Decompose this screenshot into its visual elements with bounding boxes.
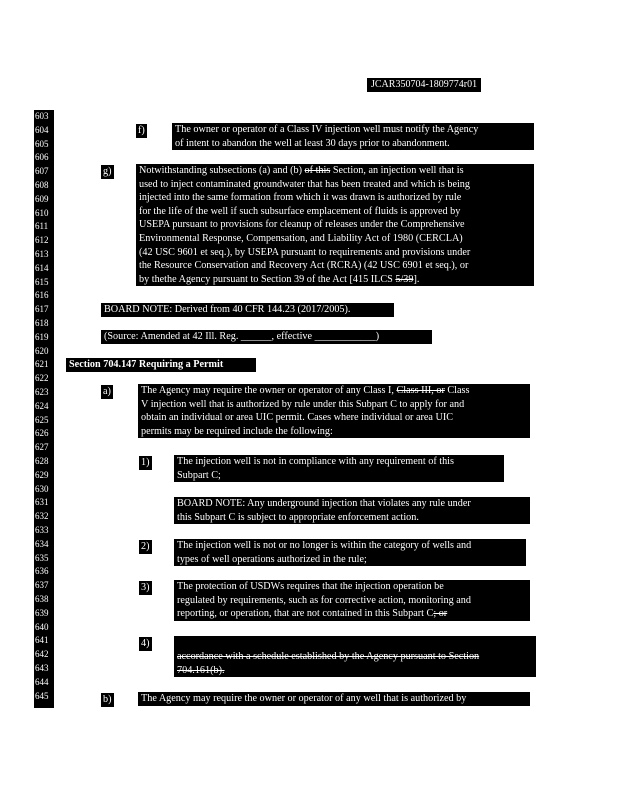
subsection-g-marker: g) [103, 166, 112, 177]
line-number: 631 [35, 497, 49, 508]
line-number: 638 [35, 594, 49, 604]
struck-text: ; or [433, 608, 448, 620]
text-line: The owner or operator of a Class IV injection well must notify the Agency [175, 124, 479, 135]
line-number: 620 [35, 345, 49, 356]
text-line: the Resource Conservation and Recovery Act (RCRA) (42 USC 6901 et seq.), or [139, 260, 469, 272]
line-number: 615 [35, 276, 49, 287]
line-number: 603 [35, 111, 49, 121]
line-number: 629 [35, 469, 49, 480]
line-number: 607 [35, 166, 49, 177]
line-number: 627 [35, 442, 49, 453]
text-line: this Subpart C is subject to appropriate enforcement action. [177, 511, 419, 523]
line-number: 626 [35, 428, 49, 439]
text-line: BOARD NOTE: Any underground injection that violates any rule under [177, 498, 471, 509]
subsection-g-text [136, 164, 534, 286]
item-f-marker: f) [138, 125, 145, 136]
text-line: Subpart C; [177, 469, 221, 481]
line-number: 635 [35, 552, 49, 563]
text-line: used to inject contaminated groundwater that has been treated and which is being [139, 178, 470, 190]
text-line: Environmental Response, Compensation, and Liability Act of 1980 (CERCLA) [139, 232, 463, 244]
text-line: Section 704.147 Requiring a Permit [69, 359, 224, 370]
text-line [177, 607, 527, 621]
struck-text: of this [304, 165, 331, 176]
line-number: 604 [35, 124, 49, 135]
text-line: V injection well that is authorized by rule under this Subpart C to apply for and [141, 398, 465, 410]
line-number: 616 [35, 290, 49, 301]
text-line: injected into the same formation from which it was drawn is authorized by rule [139, 192, 462, 204]
line-number: 642 [35, 649, 49, 660]
line-number: 634 [35, 538, 49, 549]
line-number: 606 [35, 152, 49, 163]
item-1-text [174, 455, 504, 482]
struck-text: accordance with a schedule established by the Agency pursuant to Section [177, 651, 480, 662]
subsection-a-marker: a) [103, 386, 111, 397]
source-note [101, 330, 432, 344]
item-4-text [174, 636, 536, 677]
item-3-text [174, 580, 530, 621]
text-run: ]. [413, 273, 420, 285]
line-number: 630 [35, 483, 49, 494]
line-number: 624 [35, 400, 49, 411]
text-line: of intent to abandon the well at least 30 days prior to abandonment. [175, 137, 450, 149]
text-line [139, 164, 531, 178]
text-line: The Agency may require the owner or operator of any well that is authorized by [141, 693, 467, 704]
board-note [101, 303, 394, 317]
line-number: 617 [35, 304, 49, 315]
line-number: 643 [35, 663, 49, 673]
line-number: 618 [35, 318, 49, 328]
line-number: 619 [35, 331, 49, 342]
line-number: 608 [35, 180, 49, 190]
line-number: 641 [35, 635, 49, 646]
section-heading [66, 358, 256, 372]
line-number: 639 [35, 607, 49, 618]
item-3-marker: 3) [141, 582, 150, 593]
text-run: Notwithstanding subsections (a) and (b) [139, 165, 305, 176]
board-note [174, 497, 530, 524]
subsection-b-marker: b) [103, 694, 112, 705]
line-number: 622 [35, 373, 49, 384]
text-run: Section, an injection well that is [330, 165, 464, 176]
line-number: 632 [35, 511, 49, 522]
struck-text: 704.161(b). [177, 664, 225, 676]
line-number: 633 [35, 525, 49, 535]
text-line: for the life of the well if such subsurface emplacement of fluids is approved by [139, 205, 461, 217]
subsection-a-text [138, 384, 530, 438]
line-number: 612 [35, 235, 49, 246]
line-number: 623 [35, 387, 49, 397]
item-2-text [174, 539, 526, 566]
line-number: 610 [35, 207, 49, 218]
line-number: 625 [35, 414, 49, 425]
item-1-marker: 1) [141, 457, 150, 468]
item-2-marker: 2) [141, 541, 150, 552]
text-line: BOARD NOTE: Derived from 40 CFR 144.23 (2017/2005). [104, 304, 351, 315]
text-line: The injection well is not in compliance with any requirement of this [177, 456, 454, 467]
line-number: 628 [35, 456, 49, 466]
text-line [141, 384, 527, 398]
line-number: 636 [35, 566, 49, 577]
document-id: JCAR350704-1809774r01 [367, 78, 481, 92]
text-line: regulated by requirements, such as for corrective action, monitoring and [177, 594, 471, 606]
text-run: The Agency may require the owner or operator of any Class I, [141, 385, 397, 396]
line-number: 613 [35, 249, 49, 259]
text-run: by thethe Agency pursuant to Section 39 of the Act [415 ILCS [139, 273, 396, 285]
text-line [139, 273, 531, 287]
text-line: (42 USC 9601 et seq.), by USEPA pursuant to requirements and provisions under [139, 246, 471, 258]
text-line: The injection well is not or no longer is within the category of wells and [177, 540, 472, 551]
text-run: Class [444, 385, 470, 396]
line-number: 621 [35, 359, 49, 370]
line-number: 609 [35, 193, 49, 204]
line-number: 637 [35, 580, 49, 591]
text-line: obtain an individual or area UIC permit. Cases where individual or area UIC [141, 412, 454, 424]
item-4-marker: 4) [141, 638, 150, 649]
text-line: permits may be required include the following: [141, 425, 333, 437]
line-number: 640 [35, 621, 49, 632]
text-line: (Source: Amended at 42 Ill. Reg. ______, effective ____________) [104, 331, 380, 342]
line-number: 614 [35, 262, 49, 273]
item-f-text [172, 123, 534, 150]
line-number: 645 [35, 690, 49, 701]
line-number: 644 [35, 676, 49, 687]
line-number: 605 [35, 138, 49, 149]
struck-text: 5/39 [395, 273, 414, 285]
struck-text: Class III, or [396, 385, 445, 396]
text-run: reporting, or operation, that are not contained in this Subpart C [177, 608, 434, 620]
line-number: 611 [35, 221, 49, 232]
text-line: The protection of USDWs requires that the injection operation be [177, 581, 444, 592]
text-line: USEPA pursuant to provisions for cleanup of releases under the Comprehensive [139, 219, 465, 231]
subsection-b-text [138, 692, 530, 706]
text-line: types of well operations authorized in the rule; [177, 553, 367, 565]
